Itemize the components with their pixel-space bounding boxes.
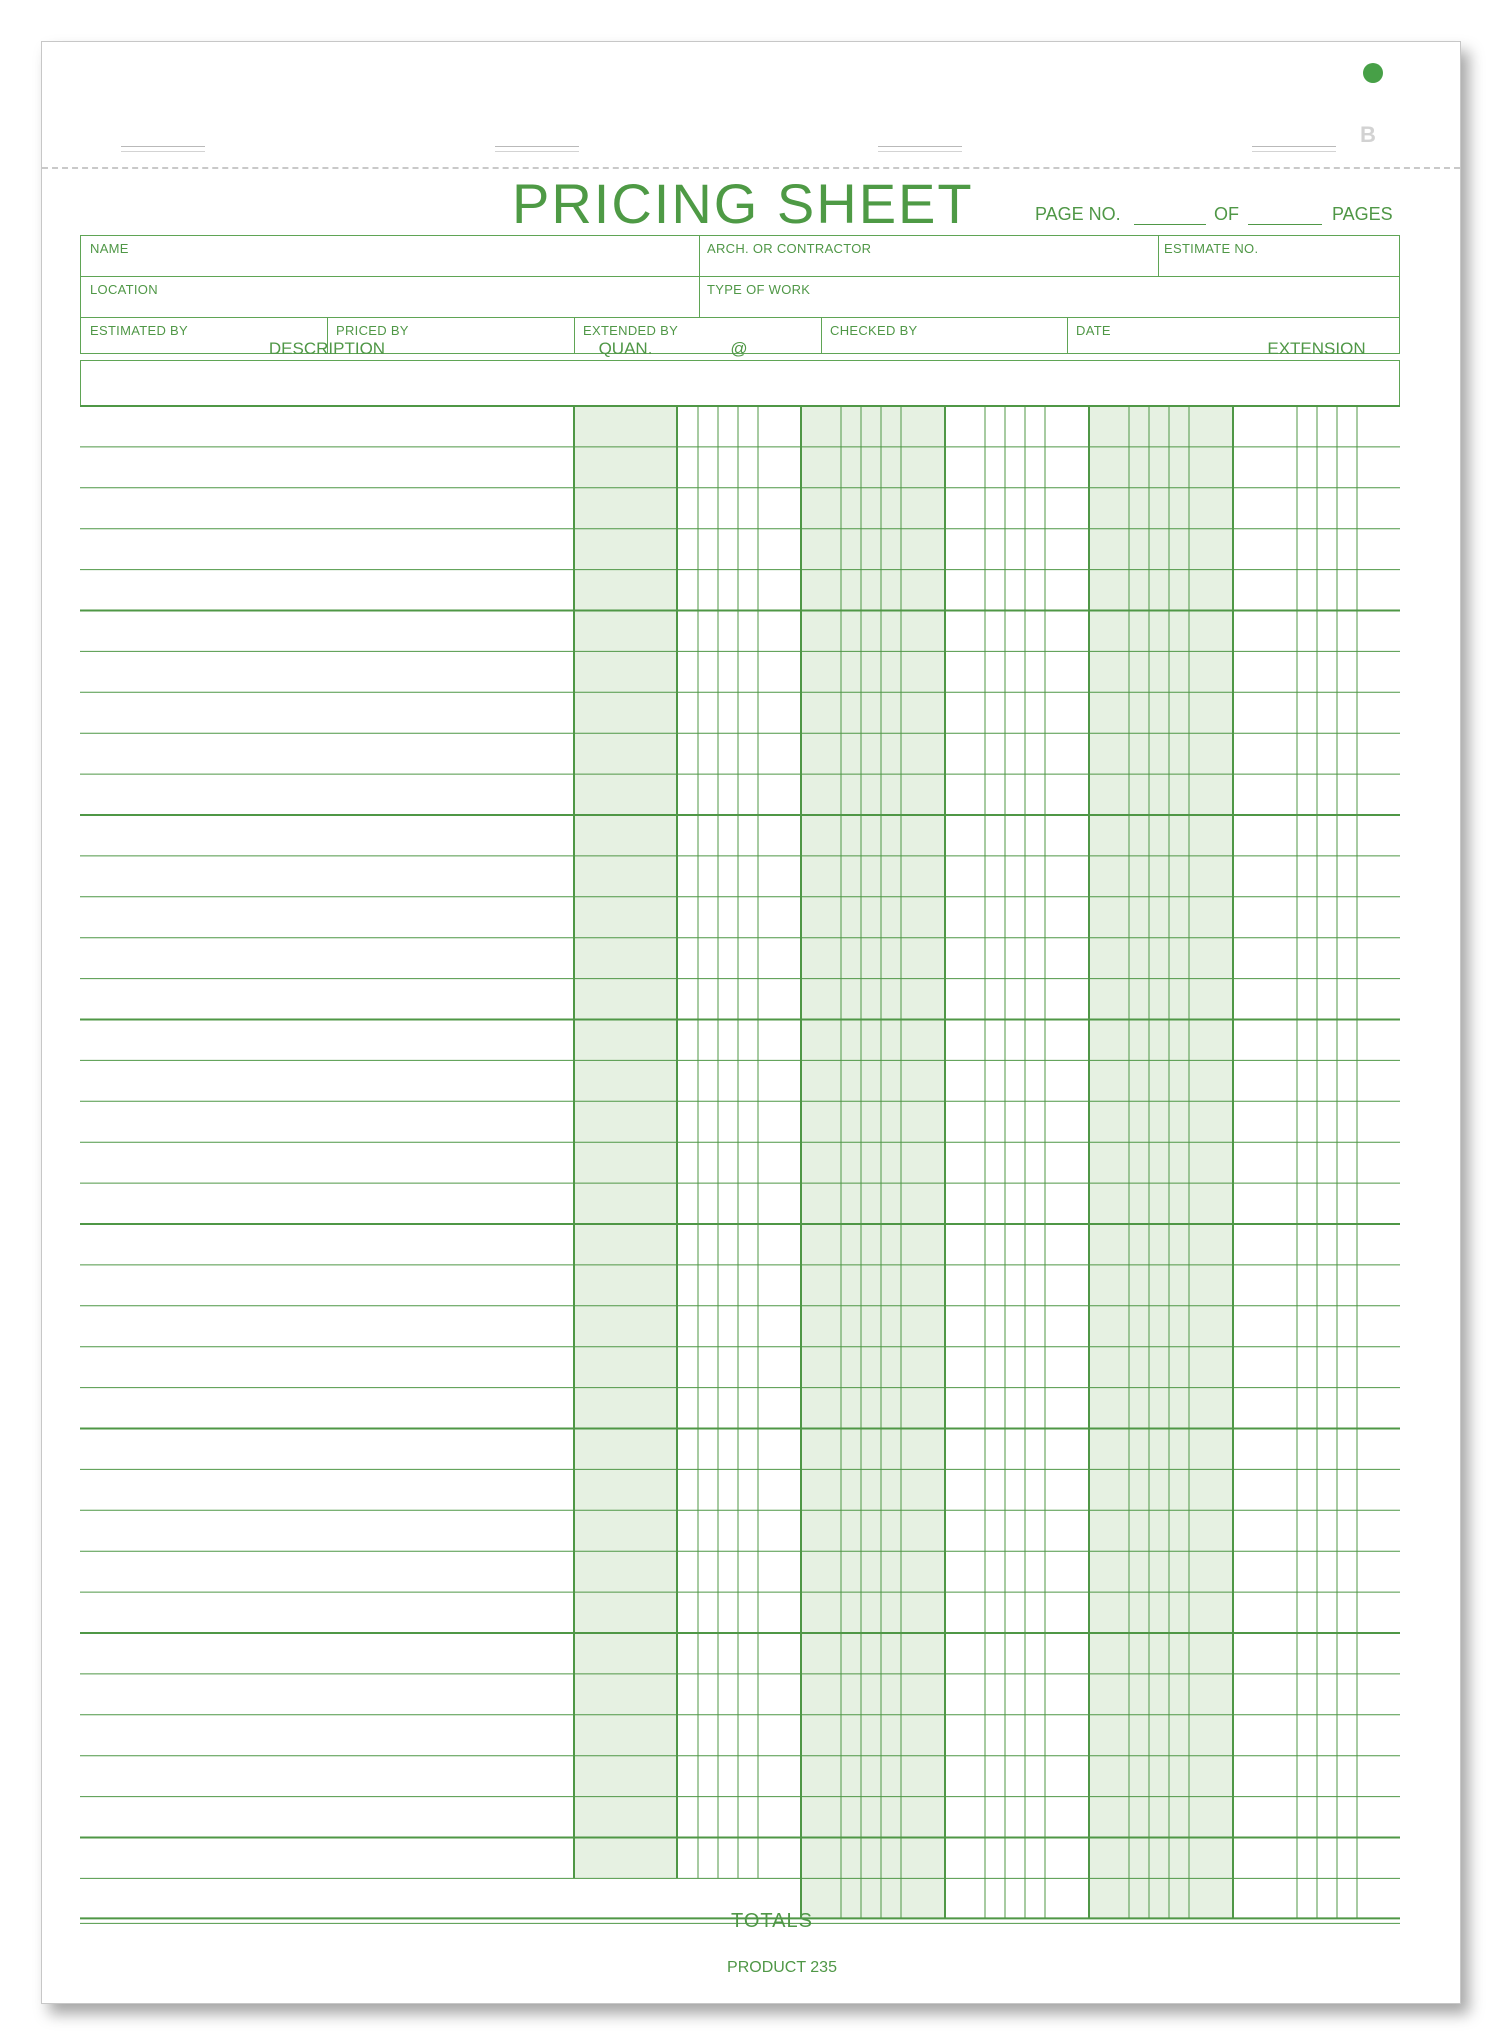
pricing-grid xyxy=(42,42,1460,2003)
money-column-shade xyxy=(1089,406,1233,1918)
copy-letter: B xyxy=(1360,122,1376,147)
priced-by-field-label: PRICED BY xyxy=(336,323,409,338)
extension-column-header: EXTENSION xyxy=(1267,339,1366,358)
estimated-by-field-label: ESTIMATED BY xyxy=(90,323,188,338)
extended-by-field-label: EXTENDED BY xyxy=(583,323,679,338)
arch-contractor-field-label: ARCH. OR CONTRACTOR xyxy=(707,241,872,256)
unit-price-column-header: @ xyxy=(730,339,748,358)
name-field-label: NAME xyxy=(90,241,129,256)
form-title: PRICING SHEET xyxy=(512,172,974,235)
money-column-shade xyxy=(801,406,945,1918)
pages-label: PAGES xyxy=(1332,204,1393,224)
type-of-work-field-label: TYPE OF WORK xyxy=(707,282,811,297)
quantity-column-header: QUAN. xyxy=(598,339,653,358)
estimate-no-field-label: ESTIMATE NO. xyxy=(1164,241,1259,256)
of-label: OF xyxy=(1214,204,1239,224)
page-no-label: PAGE NO. xyxy=(1035,204,1121,224)
checked-by-field-label: CHECKED BY xyxy=(830,323,918,338)
totals-label: TOTALS xyxy=(731,1910,813,1932)
product-number: PRODUCT 235 xyxy=(727,1959,837,1976)
date-field-label: DATE xyxy=(1076,323,1111,338)
description-column-header: DESCRIPTION xyxy=(268,339,386,358)
pricing-sheet-page xyxy=(41,41,1461,2004)
location-field-label: LOCATION xyxy=(90,282,158,297)
